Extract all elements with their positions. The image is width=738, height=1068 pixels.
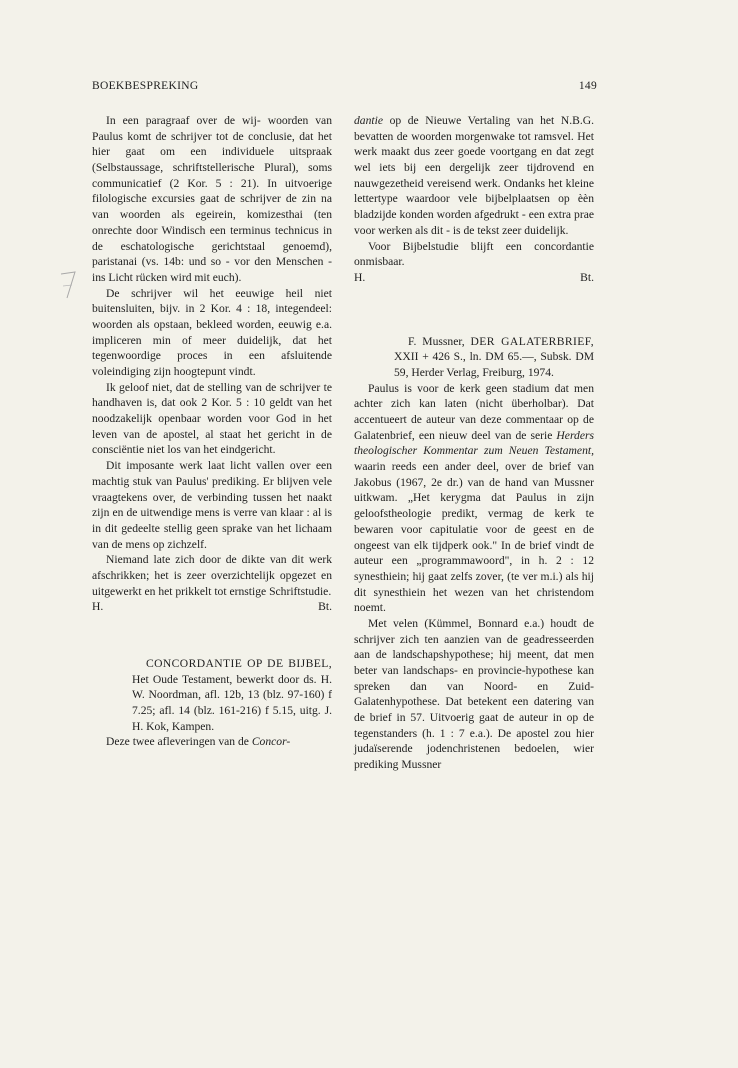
left-column (92, 113, 332, 750)
review-title: DER GALATERBRIEF, (470, 334, 594, 348)
review-title: CONCORDANTIE OP DE BIJBEL, (146, 657, 332, 670)
signature-name: Bt. (318, 600, 332, 614)
review-details: XXII + 426 S., ln. DM 65.—, Subsk. DM 59, Herder Verlag, Freiburg, 1974. (394, 350, 594, 379)
review-author: F. Mussner, (408, 334, 465, 348)
paragraph: Niemand late zich door de dikte van dit werk afschrikken; het is zeer overzichtelijk opgezet en uitgewerkt en het prikkelt tot ernstige Schriftstudie. (92, 553, 332, 598)
pencil-scribble-icon (58, 268, 80, 302)
paragraph (92, 734, 332, 750)
signature-name: Bt. (580, 270, 594, 284)
page-number: 149 (578, 80, 597, 92)
right-column (354, 113, 594, 773)
signature (92, 599, 332, 615)
paragraph-text: waarin reeds een ander deel, over de brief van Jakobus (1967, 2e dr.) van de hand van Mussner uitkwam. „Het kerygma dat Paulus in zijn geloofstheologie predikt, vermag de kerk te bewaren voor capitulatie voor de geest en de ongeest van elk tijdperk ook." In de brief vindt de auteur een „programmawoord", in h. 2 : 12 synesthiein; hij gaat zelfs zover, (te ver m.i.) als hij dit synesthiein het wezen van het christendom noemt. (354, 460, 594, 615)
section-title: BOEKBESPREKING (92, 80, 199, 92)
running-head (92, 80, 597, 92)
paragraph (354, 381, 594, 616)
paragraph-text: op de Nieuwe Vertaling van het N.B.G. bevatten de woorden morgenwake tot ramsvel. Het werk maakt dus zeer goede voortgang en dat zegt wel iets bij een dergelijk zeer tijdrovend en nauwgezetheid vereisend werk. Ondanks het kleine lettertype waardoor vele bijbelplaatsen op èèn bladzijde konden worden afgedrukt - een extra prae voor werken als dit - is de tekst zeer duidelijk. (354, 114, 594, 237)
review-details: Het Oude Testament, bewerkt door ds. H. W. Noordman, afl. 12b, 13 (blz. 97-160) f 7.25; afl. 14 (blz. 161-216) f 5.15, uitg. J. H. Kok, Kampen. (132, 672, 332, 733)
paragraph: Voor Bijbelstudie blijft een concordantie onmisbaar. (354, 239, 594, 269)
italic-term: Herders theologischer Kommentar zum Neuen Testament, (354, 428, 594, 458)
signature-initial: H. (92, 600, 104, 614)
paragraph: Ik geloof niet, dat de stelling van de schrijver te handhaven is, dat ook 2 Kor. 5 : 10 geldt van het noodzakelijk openbaar worden voor God in het leven van de apostel, al staat het gericht in de consciëntie niet los van het eindgericht. (92, 380, 332, 457)
signature (354, 270, 594, 286)
italic-term: Concor- (251, 735, 291, 749)
paragraph-text: Paulus is voor de kerk geen stadium dat men achter zich kan laten (nicht überholbar). Dat accentueert de auteur van deze commentaar op de Galatenbrief, een nieuw deel van de serie (354, 381, 594, 442)
paragraph (354, 113, 594, 239)
review-heading (92, 656, 332, 734)
paragraph: De schrijver wil het eeuwige heil niet buitensluiten, bijv. in 2 Kor. 4 : 18, integendeel: woorden als opstaan, bekleed worden, eeuwig e.a. impliceren min of meer duidelijk, dat het tegenwoordige proces in een afsluitende voleindiging zijn hoogtepunt vindt. (92, 286, 332, 378)
paragraph: Met velen (Kümmel, Bonnard e.a.) houdt de schrijver zich ten aanzien van de geadresseerden aan de landschapshypothese; hij meent, dat men beter van landschaps- en provincie-hypothese kan spreken dan van Noord- en Zuid-Galatenhypothese. Dat betekent een datering van de brief in 57. Uitvoerig gaat de auteur in op de tegenstanders (h. 1 : 7 e.a.). De apostel zou hier judaïserende jodenchristenen bedoelen, wier prediking Mussner (354, 616, 594, 772)
paragraph: In een paragraaf over de wij- woorden van Paulus komt de schrijver tot de conclusie, dat het hier gaat om een individuele uitspraak (Selbstaussage, schriftstellerische Plural), soms communicatief (2 Kor. 5 : 21). In uitvoerige filologische excursies gaat de schrijver de zin na van woorden als egeirein, komizesthai (ten onrechte door Windisch een terminus technicus in de eschatologische gerichtstaal genoemd), paristanai (vs. 14b: und so - vor den Menschen - ins Licht rücken wird mit euch). (92, 114, 332, 284)
italic-term: dantie (354, 114, 383, 127)
signature-initial: H. (354, 270, 366, 284)
review-heading (354, 334, 594, 381)
paragraph: Dit imposante werk laat licht vallen over een machtig stuk van Paulus' prediking. Er blijven vele vraagtekens over, de verbinding tussen het naakt zijn en de uitwendige mens is verre van klaar : al is in dit gedeelte stellig geen sprake van het lichaam van de mens op zichzelf. (92, 459, 332, 551)
paragraph-text: Deze twee afleveringen van de (106, 735, 252, 749)
